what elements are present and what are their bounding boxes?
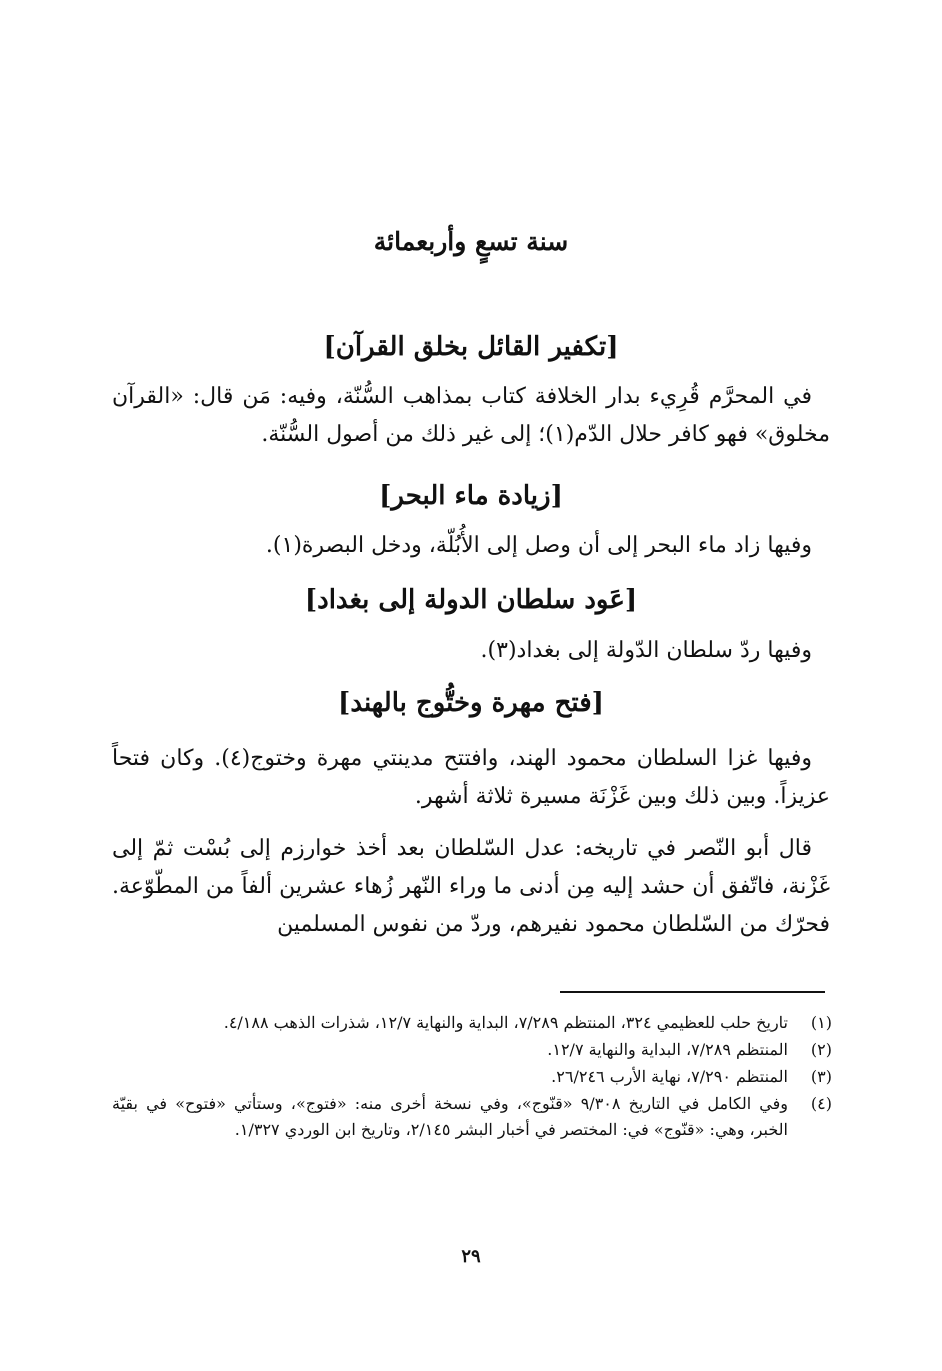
footnote-item bbox=[112, 1010, 832, 1036]
paragraph: وفيها غزا السلطان محمود الهند، وافتتح مدينتي مهرة وختوج(٤). وكان فتحاً عزيزاً. وبين ذلك وبين غَزْنَة مسيرة ثلاثة أشهر. bbox=[112, 746, 830, 809]
footnote-number: (٤) bbox=[810, 1094, 832, 1113]
footnote-item bbox=[112, 1091, 832, 1143]
section-heading-takfir: [تكفير القائل بخلق القرآن] bbox=[323, 332, 619, 362]
footnote-number: (٢) bbox=[810, 1040, 832, 1059]
footnote-number: (٣) bbox=[810, 1067, 832, 1086]
footnote-number: (١) bbox=[810, 1013, 832, 1032]
footnote-text: تاريخ حلب للعظيمي ٣٢٤، المنتظم ٧/٢٨٩، البداية والنهاية ١٢/٧، شذرات الذهب ٤/١٨٨. bbox=[223, 1013, 788, 1032]
paragraph: في المحرَّم قُرِيء بدار الخلافة كتاب بمذاهب السُّنّة، وفيه: مَن قال: «القرآن مخلوق» فهو كافر حلال الدّم(١)؛ إلى غير ذلك من أصول السُّنّة. bbox=[112, 384, 830, 447]
page-number: ٢٩ bbox=[461, 1246, 481, 1267]
footnote-separator bbox=[560, 991, 825, 993]
footnote-item bbox=[112, 1037, 832, 1063]
paragraph: قال أبو النّصر في تاريخه: عدل السّلطان بعد أخذ خوارزم إلى بُسْت ثمّ إلى غَزْنة، فاتّفق أن حشد إليه مِن أدنى ما وراء النّهر زُهاء عشرين ألفاً من المطّوّعة. فحرّك من السّلطان محمود نفيرهم، وردّ من نفوس المسلمين bbox=[112, 836, 830, 937]
footnote-text: وفي الكامل في التاريخ ٩/٣٠٨ «قنّوج»، وفي نسخة أخرى منه: «فتوج»، وستأتي «فتوح» في بقيّة الخبر، وهي: «قنّوج» في: المختصر في أخبار البشر ٢/١٤٥، وتاريخ ابن الوردي ١/٣٢٧. bbox=[112, 1094, 788, 1139]
section-heading-conquest-india: [فتح مهرة وختُّوج بالهند] bbox=[338, 688, 604, 718]
year-title: سنة تسعٍ وأربعمائة bbox=[373, 227, 569, 256]
section-body-sea-rise bbox=[112, 527, 830, 565]
section-body-conquest-india bbox=[112, 740, 830, 944]
paragraph: وفيها زاد ماء البحر إلى أن وصل إلى الأُبُلّة، ودخل البصرة(١). bbox=[265, 533, 812, 558]
section-body-return-baghdad bbox=[112, 632, 830, 670]
footnotes bbox=[112, 1010, 832, 1144]
section-heading-sea-rise: [زيادة ماء البحر] bbox=[379, 481, 563, 511]
footnote-text: المنتظم ٧/٢٩٠، نهاية الأرب ٢٦/٢٤٦. bbox=[551, 1067, 788, 1086]
paragraph: وفيها ردّ سلطان الدّولة إلى بغداد(٣). bbox=[480, 638, 812, 663]
section-body-takfir bbox=[112, 378, 830, 454]
footnote-text: المنتظم ٧/٢٨٩، البداية والنهاية ١٢/٧. bbox=[547, 1040, 788, 1059]
footnote-item bbox=[112, 1064, 832, 1090]
section-heading-return-baghdad: [عَود سلطان الدولة إلى بغداد] bbox=[304, 585, 638, 615]
